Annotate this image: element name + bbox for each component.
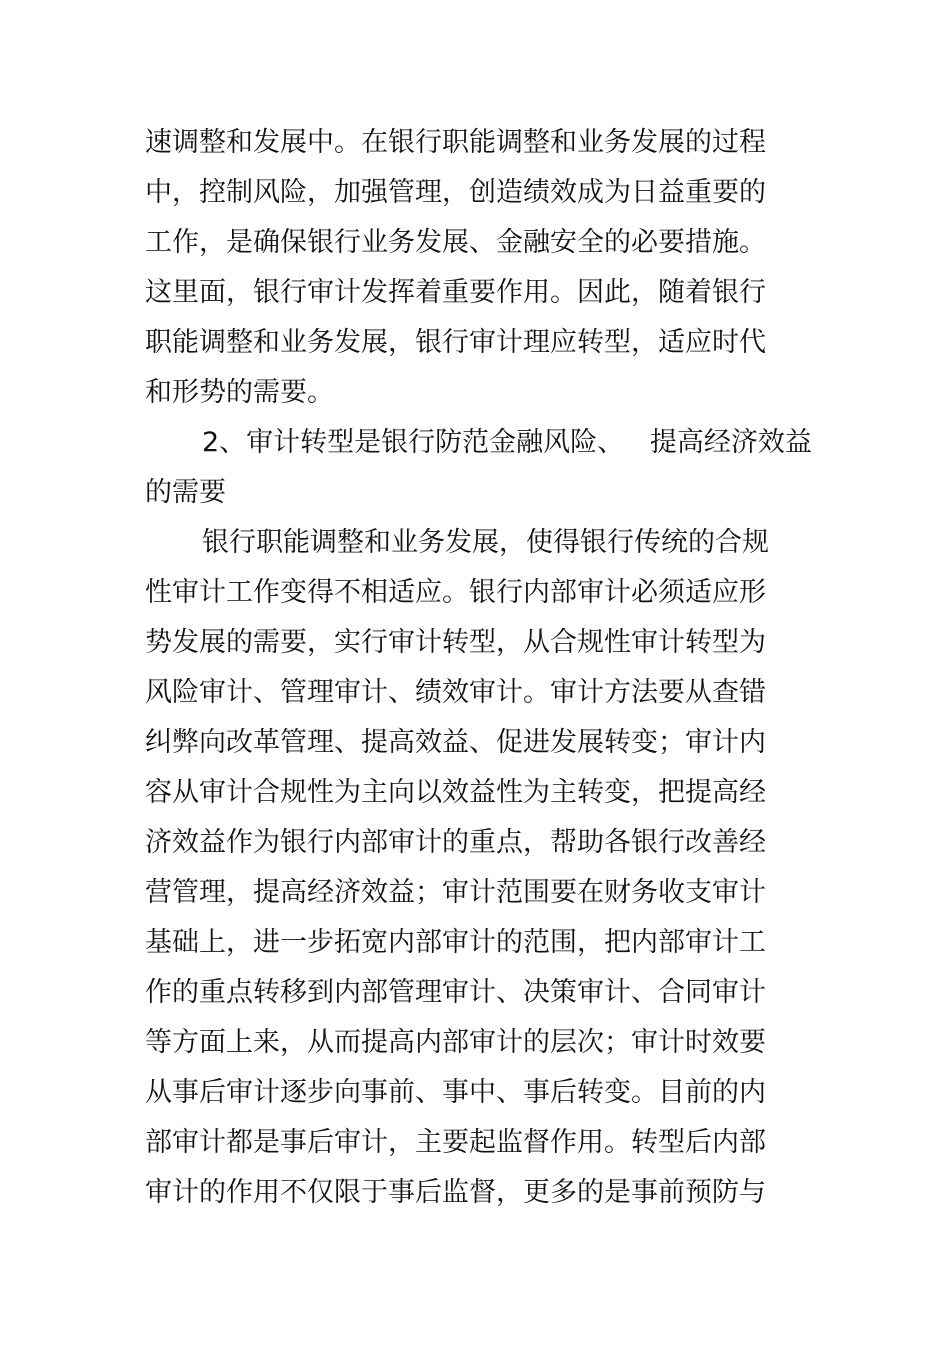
text-line: 基础上，进一步拓宽内部审计的范围，把内部审计工 <box>145 927 766 958</box>
text-line: 工作，是确保银行业务发展、金融安全的必要措施。 <box>145 227 766 258</box>
text-line: 作的重点转移到内部管理审计、决策审计、合同审计 <box>145 977 766 1008</box>
text-line: 这里面，银行审计发挥着重要作用。因此，随着银行 <box>145 277 766 308</box>
text-line: 济效益作为银行内部审计的重点，帮助各银行改善经 <box>145 827 766 858</box>
text-line: 速调整和发展中。在银行职能调整和业务发展的过程 <box>145 127 766 158</box>
text-line: 势发展的需要，实行审计转型，从合规性审计转型为 <box>145 627 766 658</box>
text-line: 职能调整和业务发展，银行审计理应转型，适应时代 <box>145 327 766 358</box>
text-line: 和形势的需要。 <box>145 377 334 408</box>
text-line: 营管理，提高经济效益；审计范围要在财务收支审计 <box>145 877 766 908</box>
text-line: 纠弊向改革管理、提高效益、促进发展转变；审计内 <box>145 727 766 758</box>
document-body <box>145 118 812 1218</box>
text-line: 审计的作用不仅限于事后监督，更多的是事前预防与 <box>145 1177 766 1208</box>
heading-line: 2、审计转型是银行防范金融风险、 提高经济效益 <box>202 427 812 458</box>
text-line: 部审计都是事后审计，主要起监督作用。转型后内部 <box>145 1127 766 1158</box>
text-line: 从事后审计逐步向事前、事中、事后转变。目前的内 <box>145 1077 766 1108</box>
paragraph-1 <box>145 118 805 418</box>
text-line: 等方面上来，从而提高内部审计的层次；审计时效要 <box>145 1027 766 1058</box>
text-line: 性审计工作变得不相适应。银行内部审计必须适应形 <box>145 577 766 608</box>
paragraph-2 <box>145 518 805 1218</box>
text-line: 中，控制风险，加强管理，创造绩效成为日益重要的 <box>145 177 766 208</box>
text-line: 风险审计、管理审计、绩效审计。审计方法要从查错 <box>145 677 766 708</box>
text-line: 容从审计合规性为主向以效益性为主转变，把提高经 <box>145 777 766 808</box>
section-heading-2 <box>145 418 812 518</box>
text-line: 银行职能调整和业务发展，使得银行传统的合规 <box>202 527 769 558</box>
heading-line: 的需要 <box>145 477 226 508</box>
